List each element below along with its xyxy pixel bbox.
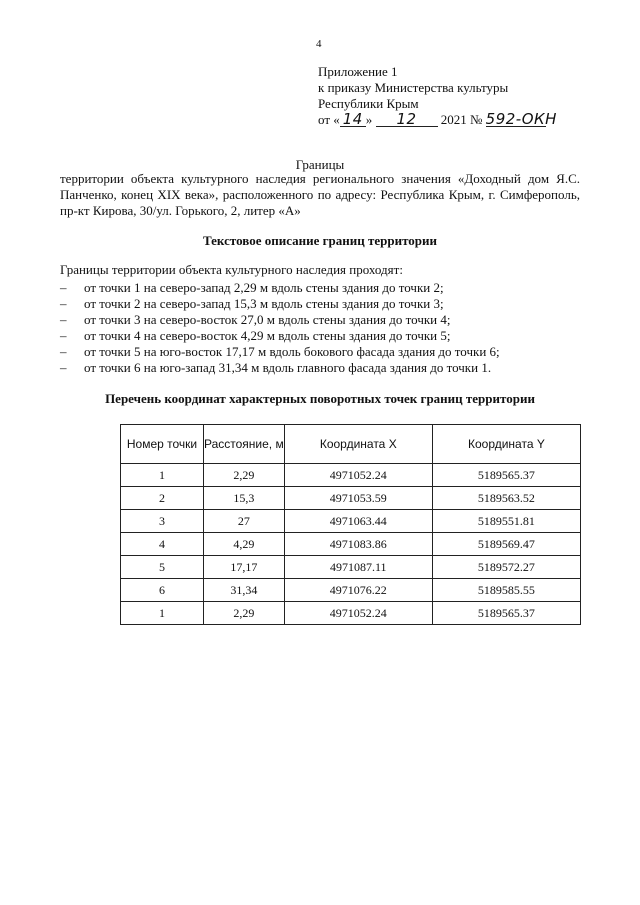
cell-y: 5189551.81: [432, 510, 580, 533]
cell-distance: 31,34: [203, 579, 284, 602]
intro-text: Границы территории объекта культурного наследия проходят:: [60, 262, 403, 277]
list-item: [60, 344, 500, 360]
date-year: 2021 №: [440, 112, 483, 127]
date-prefix: от «: [318, 112, 340, 127]
cell-y: 5189565.37: [432, 602, 580, 625]
cell-point: 1: [121, 464, 204, 487]
list-item: [60, 280, 500, 296]
cell-y: 5189585.55: [432, 579, 580, 602]
table-row: [121, 602, 581, 625]
date-day-close: »: [365, 112, 373, 127]
appendix-line-2: к приказу Министерства культуры: [318, 80, 509, 95]
cell-x: 4971087.11: [284, 556, 432, 579]
cell-point: 1: [121, 602, 204, 625]
cell-x: 4971063.44: [284, 510, 432, 533]
appendix-date-line: [318, 110, 557, 128]
table-row: [121, 556, 581, 579]
appendix-line-3: Республики Крым: [318, 96, 419, 111]
section-heading-text-description: Текстовое описание границ территории: [202, 233, 438, 248]
cell-distance: 4,29: [203, 533, 284, 556]
boundary-list: [60, 280, 500, 376]
header-point-number: Номер точки: [121, 425, 204, 464]
cell-distance: 15,3: [203, 487, 284, 510]
list-item: [60, 312, 500, 328]
list-item-text: от точки 6 на юго-запад 31,34 м вдоль главного фасада здания до точки 1.: [84, 360, 492, 375]
document-title: Границы: [295, 157, 345, 172]
header-coordinate-y: Координата Y: [432, 425, 580, 464]
cell-distance: 2,29: [203, 602, 284, 625]
header-distance: Расстояние, м: [203, 425, 284, 464]
bullet-dash: –: [60, 280, 67, 295]
cell-y: 5189569.47: [432, 533, 580, 556]
cell-x: 4971083.86: [284, 533, 432, 556]
order-number: 592-ОКН: [485, 110, 557, 128]
appendix-block: [318, 64, 557, 128]
coordinates-table: [120, 424, 581, 625]
cell-point: 3: [121, 510, 204, 533]
table-row: [121, 464, 581, 487]
page-number: 4: [316, 38, 322, 50]
cell-y: 5189565.37: [432, 464, 580, 487]
date-month: 12: [376, 113, 438, 127]
bullet-dash: –: [60, 296, 67, 311]
cell-x: 4971052.24: [284, 602, 432, 625]
table-row: [121, 533, 581, 556]
bullet-dash: –: [60, 312, 67, 327]
appendix-line-1: Приложение 1: [318, 64, 398, 79]
cell-point: 6: [121, 579, 204, 602]
list-item-text: от точки 3 на северо-восток 27,0 м вдоль стены здания до точки 4;: [84, 312, 451, 327]
list-item: [60, 328, 500, 344]
header-coordinate-x: Координата X: [284, 425, 432, 464]
cell-point: 5: [121, 556, 204, 579]
cell-x: 4971076.22: [284, 579, 432, 602]
list-item: [60, 296, 500, 312]
territory-description: территории объекта культурного наследия регионального значения «Доходный дом Я.С. Панченко, конец XIX века», расположенного по адресу: Республика Крым, г. Симферополь, пр-кт Кирова, 30/ул. Горького, 2, литер «А»: [60, 171, 580, 218]
table-row: [121, 487, 581, 510]
cell-distance: 17,17: [203, 556, 284, 579]
table-row: [121, 510, 581, 533]
list-item-text: от точки 5 на юго-восток 17,17 м вдоль бокового фасада здания до точки 6;: [84, 344, 500, 359]
section-heading-coordinates: Перечень координат характерных поворотных точек границ территории: [105, 391, 535, 406]
bullet-dash: –: [60, 328, 67, 343]
cell-x: 4971053.59: [284, 487, 432, 510]
cell-y: 5189572.27: [432, 556, 580, 579]
cell-y: 5189563.52: [432, 487, 580, 510]
bullet-dash: –: [60, 344, 67, 359]
list-item: [60, 360, 500, 376]
list-item-text: от точки 4 на северо-восток 4,29 м вдоль стены здания до точки 5;: [84, 328, 451, 343]
cell-x: 4971052.24: [284, 464, 432, 487]
cell-distance: 27: [203, 510, 284, 533]
table-header-row: [121, 425, 581, 464]
table-row: [121, 579, 581, 602]
cell-point: 2: [121, 487, 204, 510]
date-day: 14: [340, 113, 366, 127]
cell-distance: 2,29: [203, 464, 284, 487]
list-item-text: от точки 2 на северо-запад 15,3 м вдоль стены здания до точки 3;: [84, 296, 444, 311]
cell-point: 4: [121, 533, 204, 556]
list-item-text: от точки 1 на северо-запад 2,29 м вдоль стены здания до точки 2;: [84, 280, 444, 295]
bullet-dash: –: [60, 360, 67, 375]
